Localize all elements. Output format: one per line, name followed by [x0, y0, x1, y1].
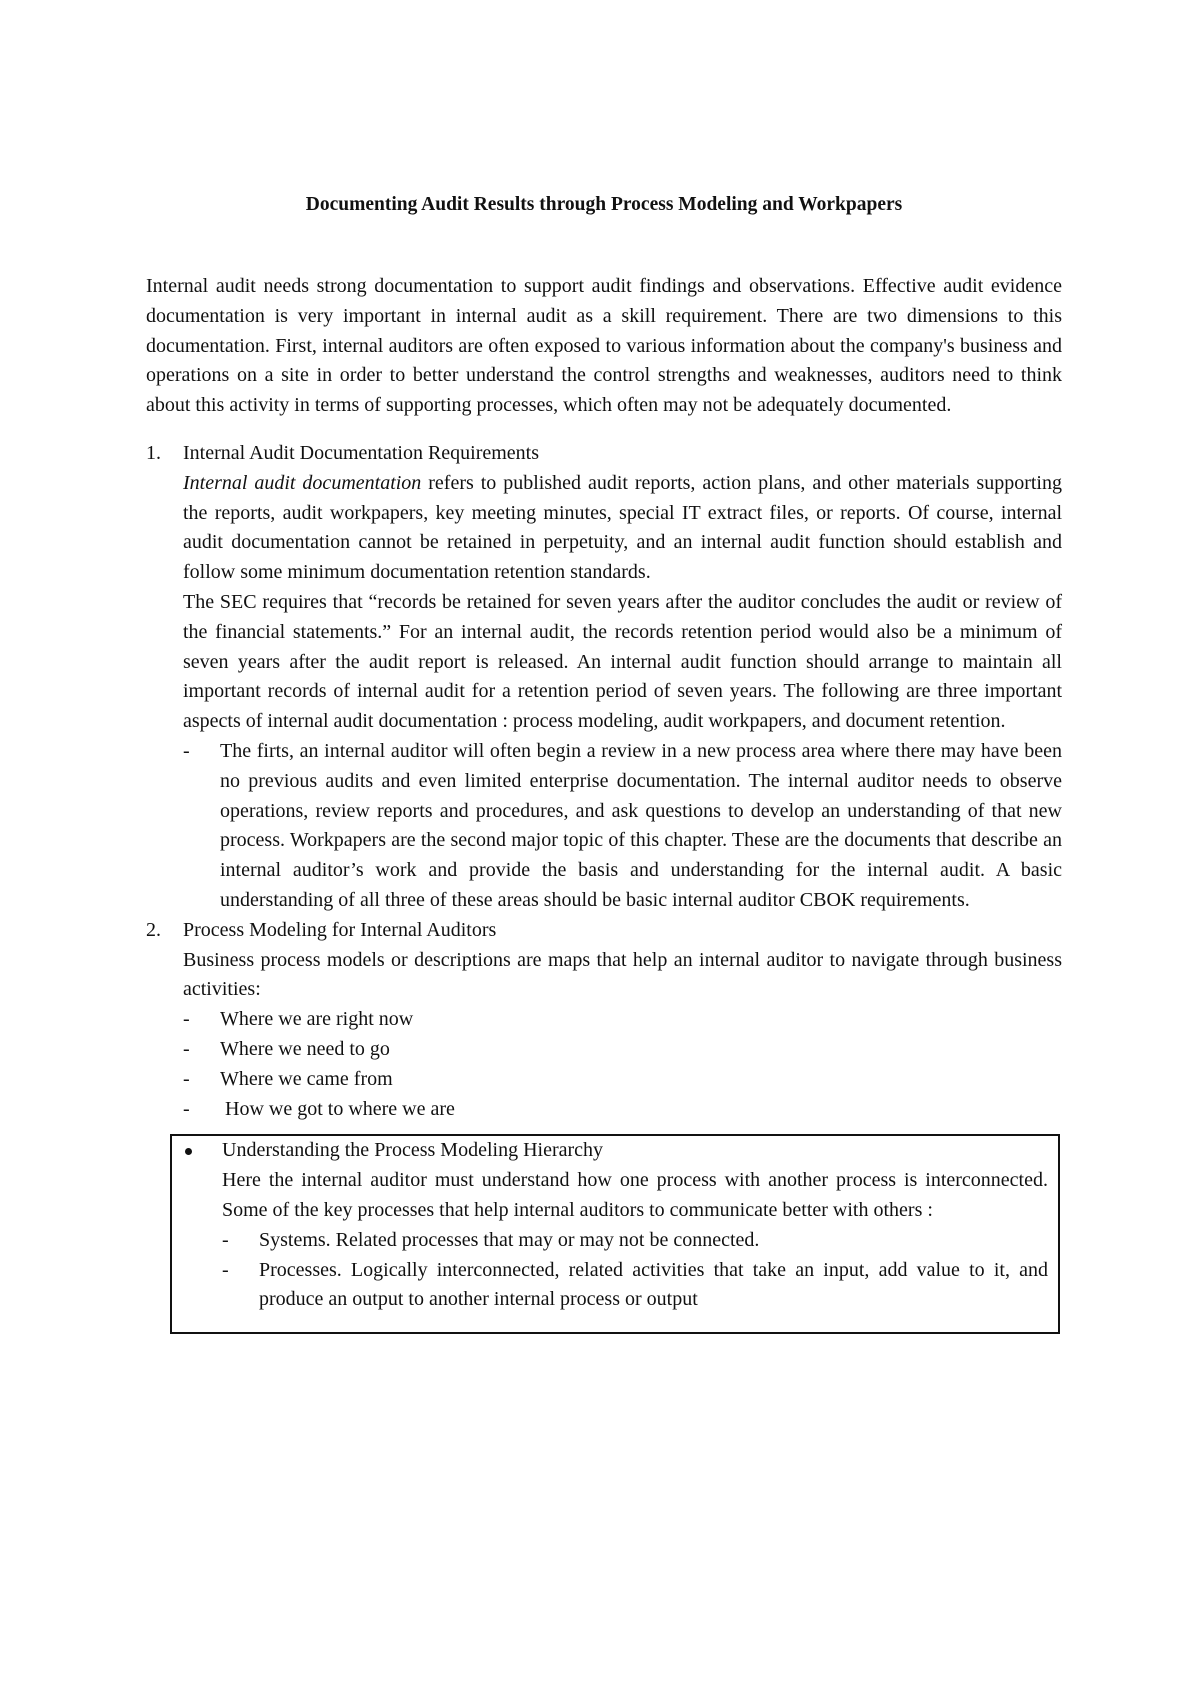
list-item-text: Where we are right now [220, 1008, 414, 1031]
section-number: 1. [146, 441, 161, 464]
dash-marker: - [222, 1228, 229, 1251]
bullet-icon [185, 1148, 192, 1155]
section-paragraph: The SEC requires that “records be retained for seven years after the auditor concludes the audit or review of the financial statements.” For an internal audit, the records retention period would also be a minimum of seven years after the audit report is released. An internal audit function should arrange to maintain all important records of internal audit for a retention period of seven years. The following are three important aspects of internal audit documentation : process modeling, audit workpapers, and document retention. [183, 590, 1062, 733]
bordered-box [170, 1134, 1060, 1334]
list-item-text: Systems. Related processes that may or may not be connected. [259, 1228, 760, 1251]
section-paragraph [183, 469, 1062, 588]
dash-marker: - [183, 1097, 190, 1120]
dash-marker: - [183, 1008, 190, 1031]
list-item [183, 737, 1062, 916]
list-item-text: The firts, an internal auditor will often begin a review in a new process area where there may have been no previous audits and even limited enterprise documentation. The internal auditor needs to observe operations, review reports and procedures, and ask questions to develop an understanding of that new process. Workpapers are the second major topic of this chapter. These are the documents that describe an internal auditor’s work and provide the basis and understanding for the internal audit. A basic understanding of all three of these areas should be basic internal auditor CBOK requirements. [220, 739, 1062, 911]
list-item [183, 1095, 1062, 1125]
list-item [183, 1065, 1062, 1095]
dash-marker: - [222, 1258, 229, 1281]
intro-paragraph: Internal audit needs strong documentation to support audit findings and observations. Effective audit evidence documentation is very important in internal audit as a skill requirement. There are two dimensions to this documentation. First, internal auditors are often exposed to various information about the company's business and operations on a site in order to better understand the control strengths and weaknesses, auditors need to think about this activity in terms of supporting processes, which often may not be adequately documented. [146, 275, 1062, 417]
section-2 [146, 916, 1062, 1125]
document-page [146, 190, 1062, 1334]
document-title: Documenting Audit Results through Process Modeling and Workpapers [305, 194, 903, 215]
list-item-text: How we got to where we are [220, 1097, 455, 1120]
list-item-text: Where we need to go [220, 1037, 390, 1060]
paragraph-text: refers to published audit reports, action plans, and other materials supporting the reports, audit workpapers, key meeting minutes, special IT extract files, or reports. Of course, internal audit documentation cannot be retained in perpetuity, and an internal audit function should establish and follow some minimum documentation retention standards. [183, 471, 1062, 584]
list-item [183, 1005, 1062, 1035]
box-bullet [172, 1136, 1048, 1225]
box-heading: Understanding the Process Modeling Hierarchy [222, 1139, 604, 1162]
list-item-text: Processes. Logically interconnected, related activities that take an input, add value to it, and produce an output to another internal process or output [259, 1258, 1048, 1311]
term: Internal audit documentation [183, 471, 422, 494]
section-heading: Process Modeling for Internal Auditors [183, 918, 497, 941]
list-item [183, 1035, 1062, 1065]
dash-marker: - [183, 739, 190, 762]
section-number: 2. [146, 918, 161, 941]
list-item-text: Where we came from [220, 1067, 393, 1090]
list-item [172, 1226, 1048, 1256]
section-paragraph: Business process models or descriptions are maps that help an internal auditor to navigate through business activities: [183, 948, 1062, 1001]
dash-marker: - [183, 1037, 190, 1060]
section-1 [146, 439, 1062, 916]
section-heading: Internal Audit Documentation Requirements [183, 441, 540, 464]
dash-marker: - [183, 1067, 190, 1090]
list-item [172, 1256, 1048, 1316]
box-paragraph: Here the internal auditor must understand how one process with another process is interconnected. Some of the key processes that help internal auditors to communicate better with others : [222, 1169, 1048, 1221]
